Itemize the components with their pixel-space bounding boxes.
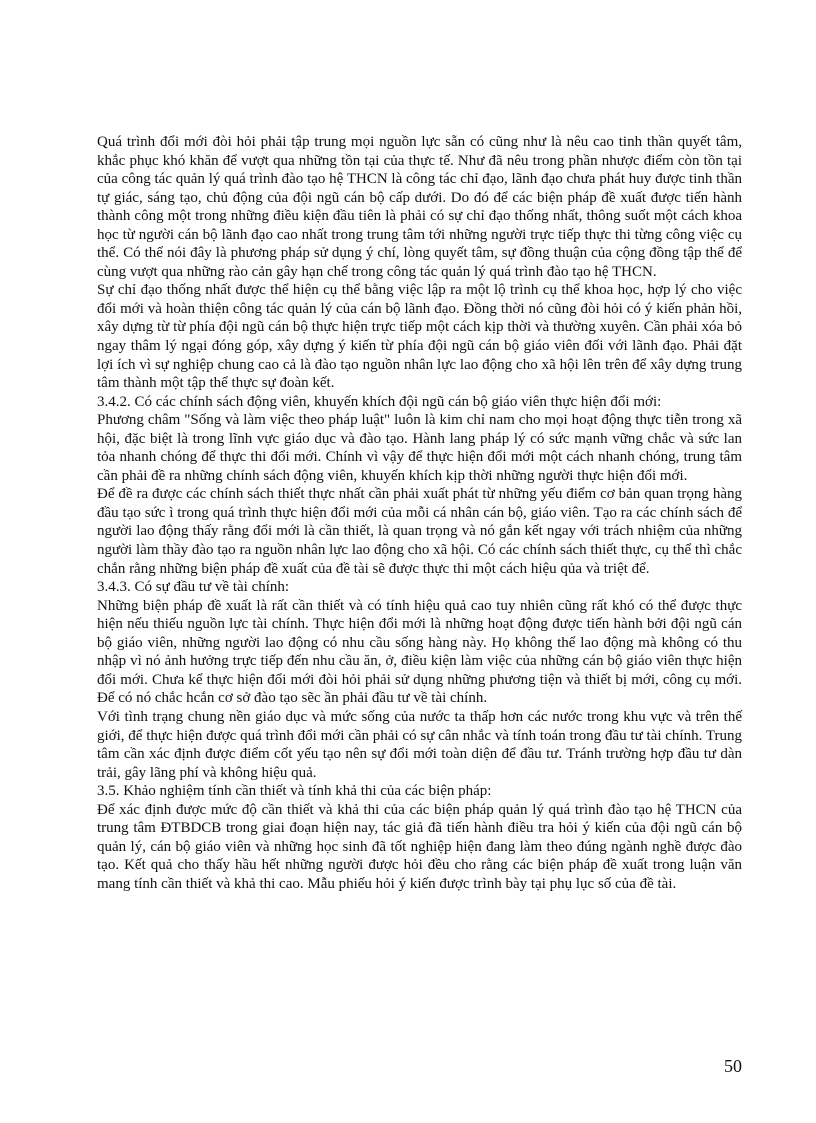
body-paragraph: Với tình trạng chung nền giáo dục và mức sống của nước ta thấp hơn các nước trong khu vực và trên thế giới, để thực hiện được quá trình đổi mới cần phải có sự cân nhắc và tính toán trong đầu tư tài chính. Trung tâm cần xác định được điểm cốt yếu tạo nên sự đổi mới toàn diện để đầu tư. Tránh trường hợp đầu tư dàn trải, gây lãng phí và không hiệu quả.	[97, 708, 742, 781]
body-paragraph: Quá trình đổi mới đòi hỏi phải tập trung mọi nguồn lực sẵn có cũng như là nêu cao tinh thần quyết tâm, khắc phục khó khăn để vượt qua những tồn tại của thực tế. Như đã nêu trong phần nhược điểm còn tồn tại của công tác quản lý quá trình đào tạo hệ THCN là công tác chỉ đạo, lãnh đạo chưa phát huy được tinh thần tự giác, sáng tạo, chủ động của đội ngũ cán bộ cấp dưới. Do đó để các biện pháp đề xuất được tiến hành thành công một trong những điều kiện đầu tiên là phải có sự chỉ đạo thống nhất, thông suốt một cách khoa học từ người cán bộ lãnh đạo cao nhất trong trung tâm tới những người trực tiếp thực thi từng công việc cụ thể. Có thể nói đây là phương pháp sử dụng ý chí, lòng quyết tâm, sự đồng thuận của cộng đồng tập thể để cùng vượt qua những rào cản gây hạn chế trong công tác quản lý quá trình đào tạo hệ THCN.	[97, 134, 742, 280]
body-paragraph: Những biện pháp đề xuất là rất cần thiết và có tính hiệu quả cao tuy nhiên cũng rất khó có thể được thực hiện nếu thiếu nguồn lực tài chính. Thực hiện đổi mới là những hoạt động được tiến hành bởi đội ngũ cán bộ giáo viên, những người lao động có nhu cầu sống hàng này. Họ không thể lao động mà không có thu nhập vì nó ảnh hưởng trực tiếp đến nhu cầu ăn, ở, điều kiện làm việc của những cán bộ giáo viên thực hiện đổi mới. Chưa kể thực hiện đổi mới đòi hỏi phải sử dụng những phương tiện và thiết bị mới, công cụ mới. Để có nó chắc hcắn cơ sở đào tạo sẽc ần phải đầu tư về tài chính.	[97, 597, 742, 707]
body-paragraph: Để đề ra được các chính sách thiết thực nhất cần phải xuất phát từ những yếu điểm cơ bản quan trọng hàng đầu tạo sức ì trong quá trình thực hiện đổi mới của mỗi cá nhân cán bộ, giáo viên. Tạo ra các chính sách để người lao động thấy rằng đổi mới là cần thiết, là quan trọng và nó gắn kết ngay với trách nhiệm của những người làm thầy đào tạo ra nguồn nhân lực lao động cho xã hội. Có các chính sách thiết thực, cụ thể thì chắc chắn rằng những biện pháp đề xuất của đề tài sẽ được thực thi một cách hiệu qủa và triệt để.	[97, 486, 742, 577]
section-heading: 3.4.2. Có các chính sách động viên, khuyến khích đội ngũ cán bộ giáo viên thực hiện đổi mới:	[97, 393, 662, 410]
body-paragraph: Phương châm "Sống và làm việc theo pháp luật" luôn là kim chỉ nam cho mọi hoạt động thực tiễn trong xã hội, đặc biệt là trong lĩnh vực giáo dục và đào tạo. Hành lang pháp lý có sức mạnh vững chắc và sức lan tỏa nhanh chóng để thực thi đổi mới. Chính vì vậy để thực hiện đổi mới một cách nhanh chóng, trung tâm cần phải đề ra những chính sách động viên, khuyến khích kịp thời những người thực hiện đổi mới.	[97, 412, 742, 484]
body-paragraph: Sự chỉ đạo thống nhất được thể hiện cụ thể bằng việc lập ra một lộ trình cụ thể khoa học, hợp lý cho việc đổi mới và hoàn thiện công tác quản lý của cán bộ lãnh đạo. Đồng thời nó cũng đòi hỏi có ý kiến phản hồi, xây dựng từ từ phía đội ngũ cán bộ thực hiện trực tiếp một cách kịp thời và thường xuyên. Cần phải xóa bỏ ngay thâm lý ngại đóng góp, xây dựng ý kiến từ phía đội ngũ cán bộ giáo viên đối với lãnh đạo. Phải đặt lợi ích vì sự nghiệp chung cao cả là đào tạo nguồn nhân lực lao động cho xã hội lên trên để xây dựng trung tâm thành một tập thể thực sự đoàn kết.	[97, 282, 742, 392]
section-heading: 3.5. Khảo nghiệm tính cần thiết và tính khả thi của các biện pháp:	[97, 783, 492, 800]
section-heading: 3.4.3. Có sự đầu tư về tài chính:	[97, 579, 290, 596]
page-body	[97, 133, 742, 893]
body-paragraph: Để xác định được mức độ cần thiết và khả thi của các biện pháp quản lý quá trình đào tạo hệ THCN của trung tâm ĐTBDCB trong giai đoạn hiện nay, tác giả đã tiến hành điều tra hỏi ý kiến của đội ngũ cán bộ quản lý, cán bộ giáo viên và những học sinh đã tốt nghiệp hiện đang làm theo đúng ngành nghề được đào tạo. Kết quả cho thấy hầu hết những người được hỏi đều cho rằng các biện pháp đề xuất trong luận văn mang tính cần thiết và khả thi cao. Mẫu phiếu hỏi ý kiến được trình bày tại phụ lục số của đề tài.	[97, 801, 742, 892]
page-number: 50	[724, 1056, 742, 1076]
